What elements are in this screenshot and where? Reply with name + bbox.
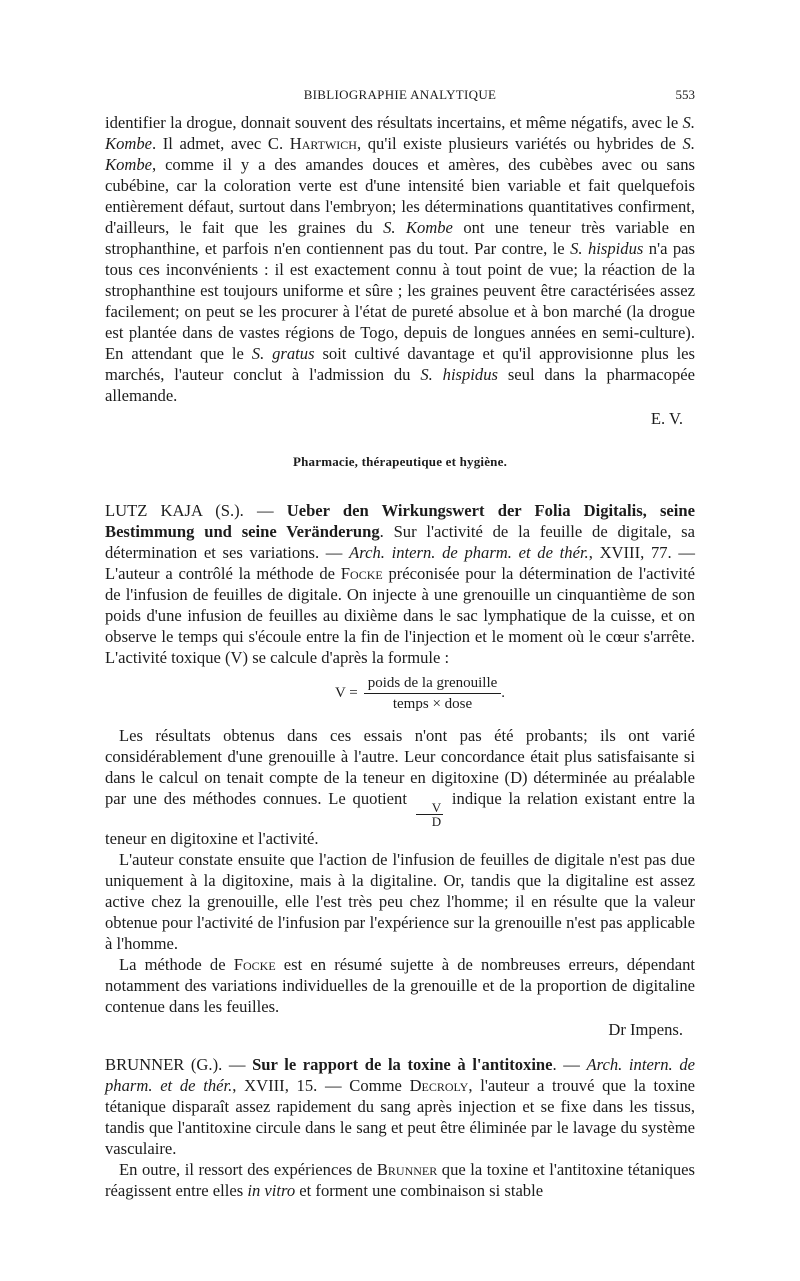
lutz-paragraph-2: Les résultats obtenus dans ces essais n'ont pas été probants; ils ont varié considérablement d'une grenouille à l'autre. Leur concordance était plus satisfaisante si dans le calcul on tenait compte de la teneur en digitoxine (D) déterminée au préalable par une des méthodes connues. Le quotient $\frac{V}{D}$ indique la relation existant entre la teneur en digitoxine et l'activité. [105, 726, 695, 848]
quotient: $\frac{V}{D}$ [416, 801, 443, 828]
brunner-entry: BRUNNER (G.). — Sur le rapport de la toxine à l'antitoxine. — Arch. intern. de pharm. et de thér., XVIII, 15. — Comme Decroly, l'auteur a trouvé que la toxine tétanique disparaît assez rapidement du sang après injection et se fixe dans les tissus, tandis que l'antitoxine circule dans le sang et peut être éliminée par le lavage du système vasculaire. [105, 1055, 695, 1158]
brunner-paragraph-2: En outre, il ressort des expériences de Brunner que la toxine et l'antitoxine tétaniques réagissent entre elles in vitro et forment une combinaison si stable [105, 1160, 695, 1200]
section-heading: Pharmacie, thérapeutique et hygiène. [292, 454, 508, 469]
intro-paragraph: identifier la drogue, donnait souvent des résultats incertains, et même négatifs, avec le S. Kombe. Il admet, avec C. Hartwich, qu'il existe plusieurs variétés ou hybrides de S. Kombe, comme il y a des amandes douces et amères, des cubèbes avec ou sans cubébine, car la coloration verte est d'une intensité bien variable et fait quelquefois entièrement défaut, surtout dans l'embryon; les déterminations quantitatives confirment, d'ailleurs, le fait que les graines du S. Kombe ont une teneur très variable en strophanthine, et parfois n'en contiennent pas du tout. Par contre, le S. hispidus n'a pas tous ces inconvénients : il est exactement connu à tout point de vue; la réaction de la strophanthine est toujours uniforme et sûre ; les graines peuvent être caractérisées assez facilement; on peut se les procurer à l'état de pureté absolue et à bon marché (la drogue est plantée dans de vastes régions de Togo, depuis de longues années en semi-culture). En attendant que le S. gratus soit cultivé davantage et qu'il approvisionne plus les marchés, l'auteur conclut à l'admission du S. hispidus seul dans la pharmacopée allemande. [105, 113, 695, 405]
activity-formula [145, 674, 695, 713]
lutz-entry: LUTZ KAJA (S.). — Ueber den Wirkungswert der Folia Digitalis, seine Bestimmung und seine Veränderung. Sur l'activité de la feuille de digitale, sa détermination et ses variations. — Arch. intern. de pharm. et de thér., XVIII, 77. — L'auteur a contrôlé la méthode de Focke préconisée pour la détermination de l'activité de l'infusion de feuilles de digitale. On injecte à une grenouille un cinquantième de son poids d'une infusion de feuilles au dixième dans le sac lymphatique de la cuisse, et on observe le temps qui s'écoule entre la fin de l'injection et le moment où le cœur s'arrête. L'activité toxique (V) se calcule d'après la formule : [105, 501, 696, 667]
formula-numerator: poids de la grenouille [364, 674, 502, 694]
page [105, 84, 695, 1201]
lutz-signature: Dr Impens. [608, 1020, 683, 1039]
formula-fraction [364, 674, 502, 713]
lutz-paragraph-3: L'auteur constate ensuite que l'action de l'infusion de feuilles de digitale n'est pas due uniquement à la digitoxine, mais à la digitaline. Or, tandis que la digitaline est assez active chez la grenouille, elle l'est très peu chez l'homme; il en résulte que la valeur obtenue pour l'activité de l'infusion par l'expérience sur la grenouille n'est pas applicable à l'homme. [105, 850, 695, 953]
running-title: BIBLIOGRAPHIE ANALYTIQUE [303, 87, 497, 102]
intro-signature: E. V. [650, 409, 683, 428]
running-head [105, 84, 695, 112]
lutz-paragraph-4: La méthode de Focke est en résumé sujette à de nombreuses erreurs, dépendant notamment des variations individuelles de la grenouille et de la proportion de digitaline contenue dans les feuilles. [105, 955, 696, 1016]
page-number: 553 [675, 87, 695, 102]
formula-end: . [501, 685, 506, 701]
formula-denominator: temps × dose [392, 696, 473, 712]
formula-lhs: V = [334, 685, 358, 701]
